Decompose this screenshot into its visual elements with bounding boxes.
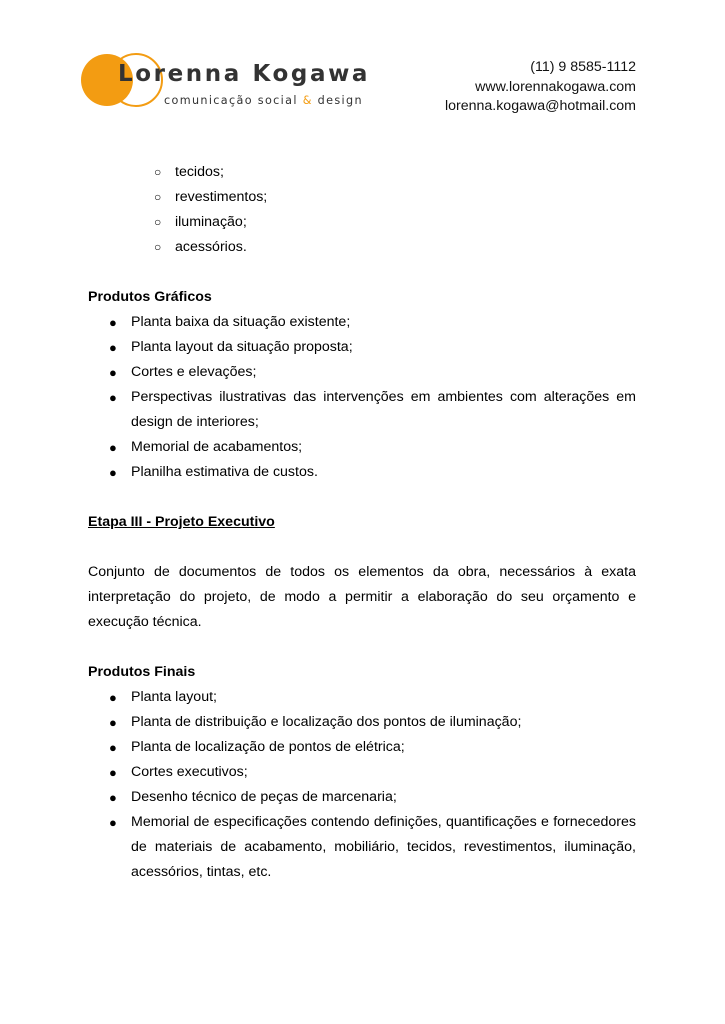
list-item: ● Planta layout da situação proposta;	[88, 335, 636, 360]
contact-website[interactable]: www.lorennakogawa.com	[475, 78, 636, 95]
circle-bullet-icon: ○	[154, 165, 162, 179]
page-header	[0, 0, 725, 130]
brand-ampersand: &	[302, 94, 313, 107]
sublist-item: ○ tecidos;	[88, 160, 636, 185]
brand-tagline: comunicação social & design	[164, 94, 363, 107]
bullet-icon: ●	[109, 315, 117, 330]
sublist-item: ○ revestimentos;	[88, 185, 636, 210]
bullet-icon: ●	[109, 765, 117, 780]
bullet-icon: ●	[109, 690, 117, 705]
list-item: ● Planta de distribuição e localização dos pontos de iluminação;	[88, 710, 636, 735]
bullet-icon: ●	[109, 465, 117, 480]
contact-email[interactable]: lorenna.kogawa@hotmail.com	[444, 98, 636, 114]
bullet-icon: ●	[109, 440, 117, 455]
list-item: ● Memorial de acabamentos;	[88, 435, 636, 460]
brand-name: Lorenna Kogawa	[118, 61, 371, 87]
bullet-icon: ●	[109, 715, 117, 730]
list-item: ● Cortes executivos;	[88, 760, 636, 785]
list-item: ● Desenho técnico de peças de marcenaria;	[88, 785, 636, 810]
list-item: ● Perspectivas ilustrativas das intervenções em ambientes com alterações em design de interiores;	[88, 385, 636, 435]
contact-phone: (11) 9 8585-1112	[530, 59, 636, 75]
circle-bullet-icon: ○	[154, 215, 162, 229]
bullet-icon: ●	[109, 740, 117, 755]
list-item: ● Planta de localização de pontos de elétrica;	[88, 735, 636, 760]
bullet-icon: ●	[109, 790, 117, 805]
list-item: ● Planilha estimativa de custos.	[88, 460, 636, 485]
document-body	[88, 160, 636, 885]
list-item: ● Planta layout;	[88, 685, 636, 710]
bullet-icon: ●	[109, 390, 117, 405]
produtos-finais-heading: Produtos Finais	[88, 664, 196, 680]
produtos-graficos-heading: Produtos Gráficos	[88, 289, 212, 305]
sublist-item: ○ acessórios.	[88, 235, 636, 260]
circle-bullet-icon: ○	[154, 190, 162, 204]
brand-logo	[80, 52, 380, 112]
bullet-icon: ●	[109, 365, 117, 380]
sublist-item: ○ iluminação;	[88, 210, 636, 235]
list-item: ● Memorial de especificações contendo definições, quantificações e fornecedores de materiais de acabamento, mobiliário, tecidos, revestimentos, iluminação, acessórios, tintas, etc.	[88, 810, 636, 885]
contact-block	[445, 58, 636, 117]
circle-bullet-icon: ○	[154, 240, 162, 254]
list-item: ● Planta baixa da situação existente;	[88, 310, 636, 335]
etapa-iii-title: Etapa III - Projeto Executivo	[88, 514, 275, 530]
bullet-icon: ●	[109, 340, 117, 355]
list-item: ● Cortes e elevações;	[88, 360, 636, 385]
etapa-iii-paragraph: Conjunto de documentos de todos os elementos da obra, necessários à exata interpretação do projeto, de modo a permitir a elaboração do seu orçamento e execução técnica.	[88, 564, 636, 630]
bullet-icon: ●	[109, 815, 117, 830]
